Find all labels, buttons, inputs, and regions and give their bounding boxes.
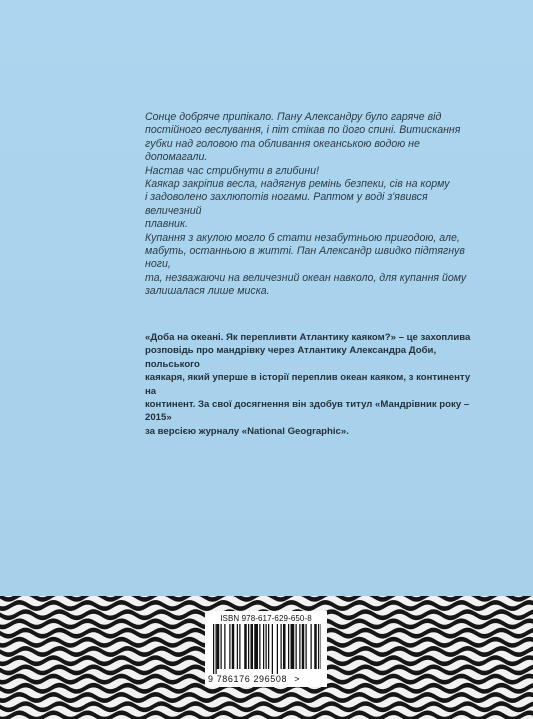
barcode-bar <box>311 624 312 669</box>
excerpt-line: Настав час стрибнути в глибини! <box>145 164 320 177</box>
excerpt-line: плавник. <box>145 218 188 231</box>
isbn-label: ISBN 978-617-629-650-8 <box>220 614 312 623</box>
barcode-mark: > <box>294 674 301 684</box>
barcode-bar <box>277 624 278 674</box>
barcode-bar <box>217 624 220 669</box>
excerpt-line: губки над головою та обливання океанською водою не допомагали. <box>145 137 420 164</box>
excerpt-line: і задоволено захлюпотів ногами. Раптом у воді з'явився величезний <box>145 191 428 217</box>
barcode-bar <box>254 624 258 669</box>
barcode-bar <box>296 624 297 669</box>
barcode-bar <box>272 624 273 674</box>
barcode-number: 9 786176 296508 <box>208 674 288 684</box>
excerpt-line: та, незважаючи на величезний океан навколо, для купання йому <box>145 271 467 284</box>
barcode-bar <box>268 624 269 669</box>
barcode-bar <box>321 624 322 669</box>
description-line: континент. За свої досягнення він здобув титул «Мандрівник року – 2015» <box>145 399 470 424</box>
excerpt-line: Купання з акулою могло б стати незабутньою пригодою, але, <box>145 231 460 244</box>
description-line: за версією журналу «National Geographic». <box>145 425 349 437</box>
book-description <box>145 331 475 438</box>
barcode-bar <box>266 624 267 669</box>
barcode-bar <box>224 624 225 669</box>
barcode-digits <box>208 674 324 684</box>
barcode-panel <box>205 611 327 687</box>
barcode-bar <box>213 624 214 674</box>
excerpt-line: постійного веслування, і піт стікав по його спині. Витискання <box>145 124 461 137</box>
barcode-bar <box>259 624 260 669</box>
barcode-bar <box>244 624 247 669</box>
barcode-bar <box>248 624 249 669</box>
barcode-bar <box>221 624 222 669</box>
barcode-bar <box>318 624 319 669</box>
barcode-bar <box>299 624 300 669</box>
barcode-bar <box>232 624 235 669</box>
excerpt-line: мабуть, останньою в житті. Пан Александр швидко підтягнув ноги, <box>145 245 465 271</box>
description-line: каякаря, який уперше в історії переплив океан каяком, з континенту на <box>145 372 471 397</box>
excerpt-line: Каякар закріпив весла, надягнув ремінь безпеки, сів на корму <box>145 178 450 191</box>
barcode-bar <box>302 624 305 669</box>
excerpt-line: Сонце добряче припікало. Пану Александру було гаряче від <box>145 111 442 123</box>
barcode-bar <box>281 624 282 669</box>
barcode-bar <box>263 624 264 669</box>
barcode-bar <box>291 624 295 669</box>
barcode-bar <box>283 624 286 669</box>
story-excerpt <box>145 111 475 299</box>
barcode-bar <box>314 624 317 669</box>
description-line: «Доба на океані. Як перепливти Атлантику каяком?» – це захоплива <box>145 332 471 343</box>
barcode-bars <box>211 624 321 674</box>
barcode-bar <box>216 624 217 674</box>
barcode-bar <box>306 624 307 669</box>
excerpt-line: залишалася лише миска. <box>145 285 270 298</box>
barcode-bar <box>288 624 289 669</box>
barcode-bar <box>251 624 254 669</box>
description-line: розповідь про мандрівку через Атлантику Александра Доби, польського <box>145 345 437 370</box>
barcode-bar <box>237 624 238 669</box>
barcode-bar <box>229 624 230 669</box>
barcode-bar <box>239 624 240 669</box>
